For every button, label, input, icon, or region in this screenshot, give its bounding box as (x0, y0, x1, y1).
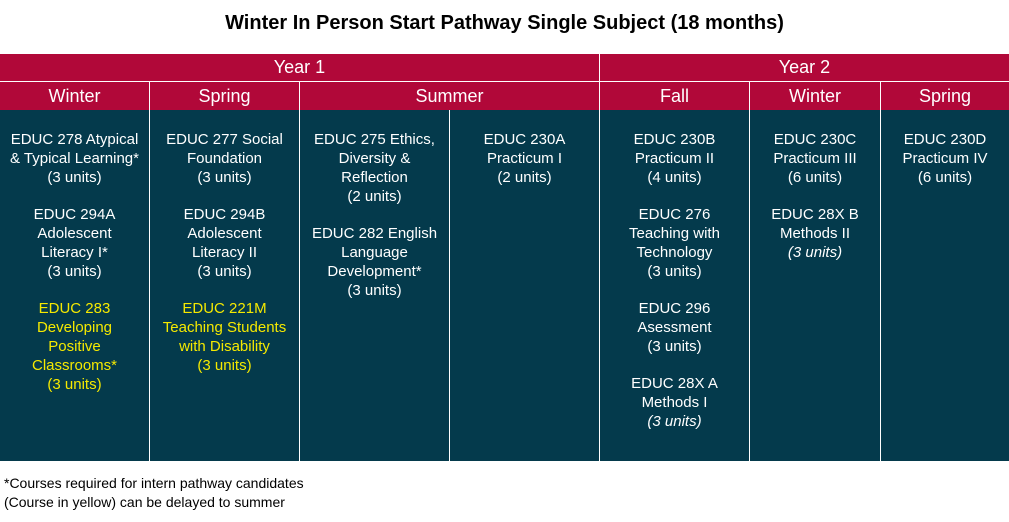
course-block (300, 224, 449, 300)
course-title-line: Literacy II (191, 244, 258, 261)
course-block (0, 299, 149, 394)
year-2-header: Year 2 (600, 54, 1009, 81)
footnote-yellow: (Course in yellow) can be delayed to summer (4, 494, 285, 510)
course-title-line: & Typical Learning* (10, 150, 139, 167)
course-block (150, 299, 299, 375)
column-summer-a (300, 110, 449, 461)
course-units: (3 units) (347, 282, 402, 299)
course-block (150, 130, 299, 187)
course-block (881, 130, 1009, 187)
course-title-line: Adolescent (37, 225, 112, 242)
course-units: (2 units) (347, 188, 402, 205)
course-title-line: Classrooms* (31, 357, 118, 374)
column-spring-y1 (150, 110, 299, 461)
term-header-fall: Fall (600, 82, 749, 110)
course-block (600, 374, 749, 431)
course-block (150, 205, 299, 281)
course-title-line: Adolescent (187, 225, 262, 242)
course-title-line: EDUC 275 Ethics, (314, 131, 435, 148)
course-title-line: Practicum III (773, 150, 857, 167)
course-units: (3 units) (47, 376, 102, 393)
course-title-line: Language (341, 244, 408, 261)
course-title-line: EDUC 28X A (631, 375, 718, 392)
year-1-header: Year 1 (0, 54, 599, 81)
course-title-line: Methods II (779, 225, 851, 242)
course-title-line: EDUC 221M (182, 300, 267, 317)
course-block (600, 299, 749, 356)
course-units: (2 units) (497, 169, 552, 186)
course-units: (3 units) (197, 263, 252, 280)
course-block (0, 205, 149, 281)
course-title-line: EDUC 296 (638, 300, 711, 317)
course-title-line: Teaching Students (162, 319, 287, 336)
course-block (0, 130, 149, 187)
column-winter-y1 (0, 110, 149, 461)
course-title-line: Reflection (341, 169, 408, 186)
course-title-line: EDUC 28X B (771, 206, 859, 223)
footnotes (4, 474, 304, 512)
course-title-line: Foundation (186, 150, 263, 167)
course-title-line: Development* (327, 263, 422, 280)
course-title-line: Practicum II (634, 150, 715, 167)
course-block (300, 130, 449, 206)
course-title-line: Methods I (641, 394, 708, 411)
page-title: Winter In Person Start Pathway Single Subject (18 months) (225, 12, 784, 34)
course-title-line: Asessment (637, 319, 712, 336)
course-units: (3 units) (47, 169, 102, 186)
course-title-line: Diversity & (338, 150, 411, 167)
course-block (750, 130, 880, 187)
course-units: (3 units) (197, 357, 252, 374)
course-title-line: EDUC 276 (638, 206, 711, 223)
course-title-line: Teaching with (629, 225, 720, 242)
course-title-line: Practicum I (486, 150, 562, 167)
course-units: (3 units) (47, 263, 102, 280)
course-title-line: EDUC 282 English (311, 225, 438, 242)
course-block (750, 205, 880, 262)
course-title-line: EDUC 230A (483, 131, 566, 148)
term-header-winter-y1: Winter (0, 82, 149, 110)
course-title-line: Practicum IV (902, 150, 988, 167)
course-title-line: EDUC 230B (633, 131, 716, 148)
term-header-spring-y1: Spring (150, 82, 299, 110)
course-title-line: EDUC 278 Atypical (10, 131, 139, 148)
course-title-line: Technology (636, 244, 713, 261)
column-spring-y2 (881, 110, 1009, 461)
course-title-line: with Disability (179, 338, 270, 355)
course-block (600, 130, 749, 187)
course-block (450, 130, 599, 187)
column-summer-b (450, 110, 599, 461)
column-winter-y2 (750, 110, 880, 461)
term-header-summer: Summer (300, 82, 599, 110)
course-units: (3 units) (647, 263, 702, 280)
course-units: (3 units) (197, 169, 252, 186)
course-units: (6 units) (917, 169, 973, 186)
course-title-line: Positive (48, 338, 101, 355)
footnote-required: *Courses required for intern pathway candidates (4, 475, 304, 491)
course-title-line: EDUC 230D (903, 131, 987, 148)
course-title-line: EDUC 277 Social (166, 131, 283, 148)
course-units: (3 units) (647, 338, 702, 355)
course-units: (6 units) (787, 169, 843, 186)
course-units: (3 units) (647, 413, 702, 430)
course-block (600, 205, 749, 281)
course-title-line: EDUC 294A (33, 206, 116, 223)
term-header-winter-y2: Winter (750, 82, 880, 110)
course-units: (3 units) (787, 244, 843, 261)
course-title-line: Literacy I* (41, 244, 108, 261)
term-header-spring-y2: Spring (881, 82, 1009, 110)
course-title-line: EDUC 230C (773, 131, 857, 148)
column-fall (600, 110, 749, 461)
course-units: (4 units) (647, 169, 702, 186)
course-title-line: EDUC 294B (183, 206, 266, 223)
course-title-line: Developing (36, 319, 113, 336)
course-title-line: EDUC 283 (38, 300, 111, 317)
